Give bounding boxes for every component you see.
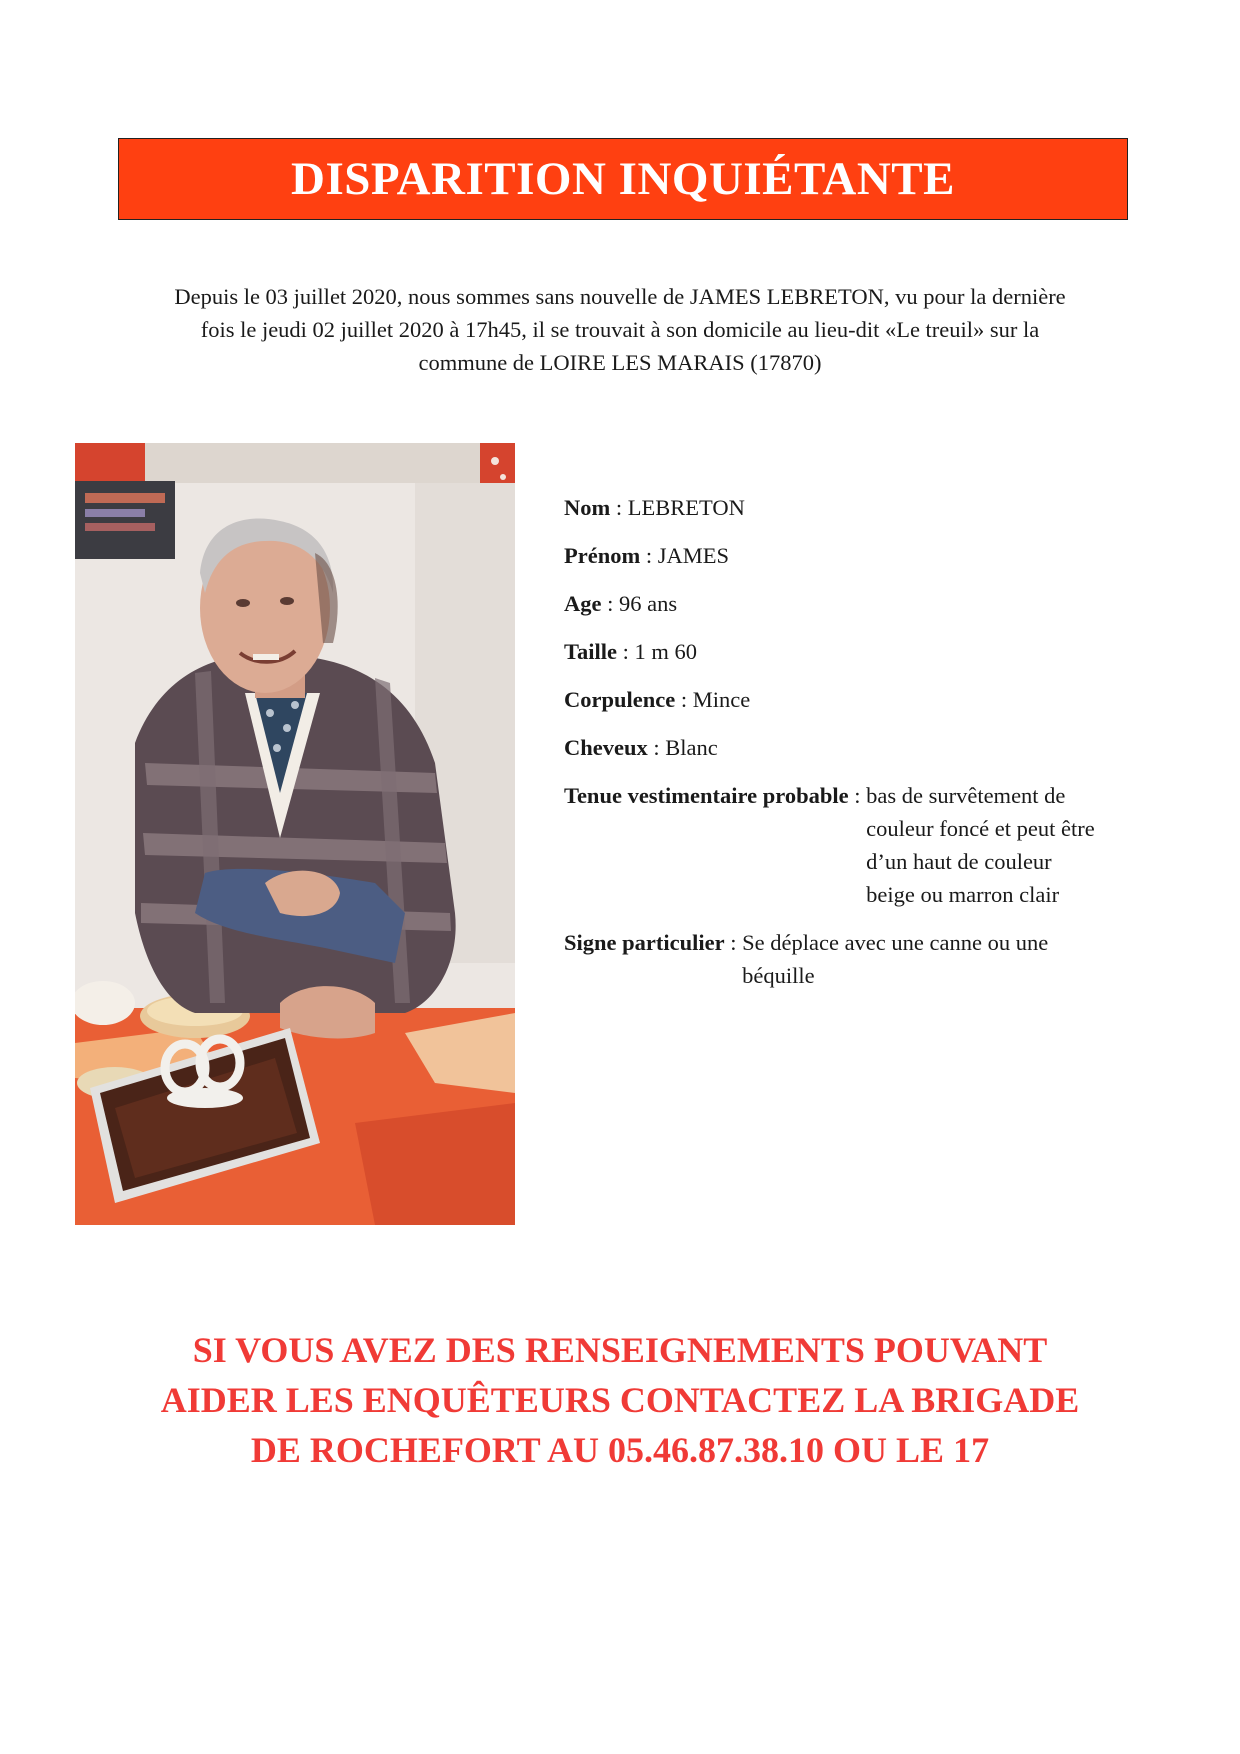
detail-age: Age : 96 ans	[564, 587, 1144, 620]
intro-paragraph	[110, 280, 1130, 379]
person-details	[564, 491, 1144, 1007]
detail-value: 1 m 60	[634, 639, 697, 664]
intro-line: Depuis le 03 juillet 2020, nous sommes sans nouvelle de JAMES LEBRETON, vu pour la dernière	[174, 284, 1066, 309]
intro-line: fois le jeudi 02 juillet 2020 à 17h45, il se trouvait à son domicile au lieu-dit «Le treuil» sur la	[200, 317, 1040, 342]
detail-taille: Taille : 1 m 60	[564, 635, 1144, 668]
detail-value: bas de survêtement de couleur foncé et peut être d’un haut de couleur beige ou marron clair	[866, 783, 1095, 907]
detail-label: Cheveux	[564, 735, 648, 760]
detail-label: Signe particulier	[564, 930, 725, 955]
detail-value: Se déplace avec une canne ou une béquille	[742, 930, 1049, 988]
detail-label: Age	[564, 591, 602, 616]
detail-label: Prénom	[564, 543, 641, 568]
detail-label: Tenue vestimentaire probable	[564, 783, 849, 808]
detail-tenue: Tenue vestimentaire probable : bas de survêtement de couleur foncé et peut être d’un haut de couleur beige ou marron clair	[564, 779, 1144, 911]
appeal-line: AIDER LES ENQUÊTEURS CONTACTEZ LA BRIGADE	[160, 1380, 1080, 1420]
detail-nom: Nom : LEBRETON	[564, 491, 1144, 524]
detail-label: Corpulence	[564, 687, 676, 712]
appeal-line: SI VOUS AVEZ DES RENSEIGNEMENTS POUVANT	[192, 1330, 1048, 1370]
missing-person-photo	[75, 443, 515, 1225]
detail-value: Blanc	[665, 735, 718, 760]
detail-corpulence: Corpulence : Mince	[564, 683, 1144, 716]
detail-label: Taille	[564, 639, 617, 664]
detail-value: Mince	[692, 687, 751, 712]
page-title: DISPARITION INQUIÉTANTE	[291, 153, 955, 205]
detail-signe: Signe particulier : Se déplace avec une canne ou une béquille	[564, 926, 1144, 992]
detail-value: 96 ans	[619, 591, 678, 616]
detail-cheveux: Cheveux : Blanc	[564, 731, 1144, 764]
title-banner	[118, 138, 1128, 220]
appeal-line: DE ROCHEFORT AU 05.46.87.38.10 OU LE 17	[250, 1430, 990, 1470]
detail-value: LEBRETON	[627, 495, 745, 520]
intro-line: commune de LOIRE LES MARAIS (17870)	[418, 350, 822, 375]
contact-appeal	[100, 1325, 1140, 1475]
detail-prenom: Prénom : JAMES	[564, 539, 1144, 572]
detail-value: JAMES	[657, 543, 730, 568]
detail-label: Nom	[564, 495, 611, 520]
